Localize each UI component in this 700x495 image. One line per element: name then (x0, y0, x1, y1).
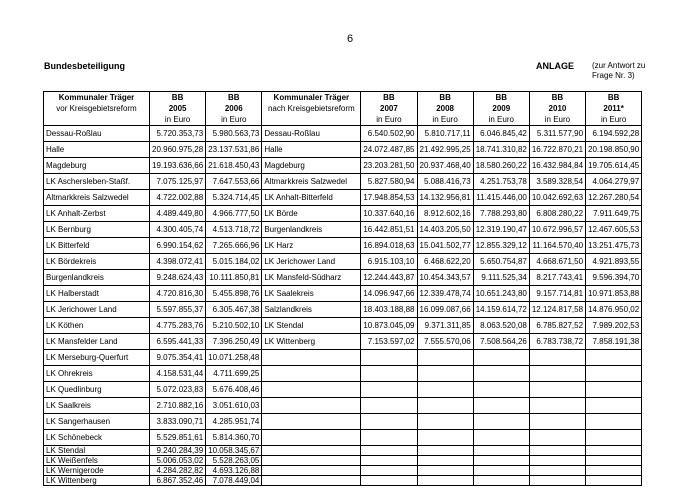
cell-2006: 5.455.898,76 (206, 286, 262, 302)
cell-2010 (529, 414, 585, 430)
cell-2006: 5.980.563,73 (206, 126, 262, 142)
cell-2008: 21.492.995,25 (417, 142, 473, 158)
cell-2005: 6.867.352,46 (150, 476, 206, 486)
cell-2009 (473, 366, 529, 382)
cell-2011: 7.989.202,53 (586, 318, 642, 334)
cell-2005: 6.595.441,33 (150, 334, 206, 350)
cell-2006: 4.693.126,88 (206, 466, 262, 476)
cell-agency-new: LK Wittenberg (262, 334, 361, 350)
table-row (44, 222, 642, 238)
cell-2010 (529, 350, 585, 366)
col-header-bb-2009: BB (473, 92, 529, 104)
cell-2010 (529, 366, 585, 382)
cell-2009: 12.319.190,47 (473, 222, 529, 238)
cell-2007 (361, 366, 417, 382)
cell-2010: 4.668.671,50 (529, 254, 585, 270)
cell-2007 (361, 476, 417, 486)
col-header-year-2005: 2005 (150, 103, 206, 114)
cell-2011: 19.705.614,45 (586, 158, 642, 174)
cell-2009: 8.063.520,08 (473, 318, 529, 334)
cell-2010: 16.722.870,21 (529, 142, 585, 158)
cell-2009: 4.251.753,78 (473, 174, 529, 190)
col-header-bb-2007: BB (361, 92, 417, 104)
cell-agency-new: LK Mansfeld-Südharz (262, 270, 361, 286)
cell-2005: 4.284.282,82 (150, 466, 206, 476)
cell-2010 (529, 382, 585, 398)
cell-2006: 4.966.777,50 (206, 206, 262, 222)
cell-2007: 18.403.188,88 (361, 302, 417, 318)
cell-2007: 24.072.487,85 (361, 142, 417, 158)
cell-agency-old: LK Aschersleben-Staßf. (44, 174, 150, 190)
cell-2006: 5.210.502,10 (206, 318, 262, 334)
cell-agency-old: LK Merseburg-Querfurt (44, 350, 150, 366)
cell-agency-new: Altmarkkreis Salzwedel (262, 174, 361, 190)
cell-2005: 4.158.531,44 (150, 366, 206, 382)
cell-2010 (529, 446, 585, 456)
cell-2011 (586, 414, 642, 430)
cell-2011 (586, 350, 642, 366)
cell-2005: 4.775.283,76 (150, 318, 206, 334)
cell-2008 (417, 398, 473, 414)
table-row (44, 414, 642, 430)
cell-agency-new: LK Anhalt-Bitterfeld (262, 190, 361, 206)
cell-2007: 12.244.443,87 (361, 270, 417, 286)
cell-2009: 14.159.614,72 (473, 302, 529, 318)
header-row-label (44, 92, 642, 104)
cell-2008 (417, 366, 473, 382)
cell-2011: 13.251.475,73 (586, 238, 642, 254)
cell-2006: 4.285.951,74 (206, 414, 262, 430)
cell-agency-new: LK Stendal (262, 318, 361, 334)
table-row (44, 174, 642, 190)
cell-agency-old: LK Stendal (44, 446, 150, 456)
table-row (44, 190, 642, 206)
cell-2005: 9.248.624,43 (150, 270, 206, 286)
table-row (44, 286, 642, 302)
cell-2009: 9.111.525,34 (473, 270, 529, 286)
cell-2011: 12.467.605,53 (586, 222, 642, 238)
cell-agency-new (262, 446, 361, 456)
page-number: 6 (346, 33, 354, 45)
cell-2008: 7.555.570,06 (417, 334, 473, 350)
cell-2010: 10.672.996,57 (529, 222, 585, 238)
col-header-currency-2006: in Euro (206, 114, 262, 126)
cell-agency-new (262, 430, 361, 446)
cell-2007: 16.442.851,51 (361, 222, 417, 238)
cell-2006: 10.071.258,48 (206, 350, 262, 366)
cell-agency-old: Dessau-Roßlau (44, 126, 150, 142)
col-header-bb-2008: BB (417, 92, 473, 104)
cell-2008: 20.937.468,40 (417, 158, 473, 174)
cell-agency-old: LK Weißenfels (44, 456, 150, 466)
col-header-agency-old: Kommunaler Träger (44, 92, 150, 104)
cell-2006: 21.618.450,43 (206, 158, 262, 174)
cell-agency-new: LK Jerichower Land (262, 254, 361, 270)
cell-2009 (473, 476, 529, 486)
cell-2005: 4.300.405,74 (150, 222, 206, 238)
cell-agency-old: LK Anhalt-Zerbst (44, 206, 150, 222)
col-header-year-2006: 2006 (206, 103, 262, 114)
cell-2008: 8.912.602,16 (417, 206, 473, 222)
cell-2008 (417, 382, 473, 398)
cell-agency-old: LK Bördekreis (44, 254, 150, 270)
cell-2009 (473, 414, 529, 430)
cell-2006: 4.513.718,72 (206, 222, 262, 238)
cell-2009: 10.651.243,80 (473, 286, 529, 302)
table-row (44, 142, 642, 158)
header-row-year (44, 103, 642, 114)
cell-2007 (361, 430, 417, 446)
table-row (44, 126, 642, 142)
col-header-agency-new: Kommunaler Träger (262, 92, 361, 104)
cell-2007: 16.894.018,63 (361, 238, 417, 254)
table-body (44, 126, 642, 486)
cell-agency-old: LK Wittenberg (44, 476, 150, 486)
table-row (44, 254, 642, 270)
table-row (44, 382, 642, 398)
cell-agency-new (262, 350, 361, 366)
cell-2005: 2.710.882,16 (150, 398, 206, 414)
col-header-currency-2011: in Euro (586, 114, 642, 126)
col-header-blank-new (262, 114, 361, 126)
cell-2010 (529, 398, 585, 414)
cell-2005: 9.075.354,41 (150, 350, 206, 366)
cell-2011: 10.971.853,88 (586, 286, 642, 302)
cell-2009 (473, 446, 529, 456)
cell-2007 (361, 398, 417, 414)
cell-2010: 16.432.984,84 (529, 158, 585, 174)
cell-2006: 7.396.250,49 (206, 334, 262, 350)
cell-2009 (473, 350, 529, 366)
cell-2007 (361, 466, 417, 476)
cell-2010: 8.217.743,41 (529, 270, 585, 286)
cell-agency-old: LK Jerichower Land (44, 302, 150, 318)
col-header-year-2008: 2008 (417, 103, 473, 114)
table-row (44, 206, 642, 222)
col-header-blank-old (44, 114, 150, 126)
cell-2005: 7.075.125,97 (150, 174, 206, 190)
cell-2008: 5.088.416,73 (417, 174, 473, 190)
cell-2006: 5.324.714,45 (206, 190, 262, 206)
cell-2005: 4.489.449,80 (150, 206, 206, 222)
cell-2006: 7.078.449,04 (206, 476, 262, 486)
cell-2005: 5.597.855,37 (150, 302, 206, 318)
cell-2011: 7.911.649,75 (586, 206, 642, 222)
col-header-year-2009: 2009 (473, 103, 529, 114)
table-row (44, 398, 642, 414)
cell-2011: 12.267.280,54 (586, 190, 642, 206)
cell-agency-old: Halle (44, 142, 150, 158)
cell-2010 (529, 466, 585, 476)
cell-agency-new: Magdeburg (262, 158, 361, 174)
cell-agency-old: Magdeburg (44, 158, 150, 174)
table-row (44, 318, 642, 334)
cell-2010 (529, 476, 585, 486)
cell-2006: 7.265.666,96 (206, 238, 262, 254)
cell-agency-old: LK Saalkreis (44, 398, 150, 414)
cell-2009: 12.855.329,12 (473, 238, 529, 254)
annex-note: (zur Antwort zu Frage Nr. 3) (592, 61, 646, 80)
cell-2006: 6.305.467,38 (206, 302, 262, 318)
cell-2006: 3.051.610,03 (206, 398, 262, 414)
cell-2010 (529, 456, 585, 466)
table-row (44, 476, 642, 486)
col-header-year-2007: 2007 (361, 103, 417, 114)
col-header-before-reform: vor Kreisgebietsreform (44, 103, 150, 114)
cell-2006: 5.015.184,02 (206, 254, 262, 270)
col-header-currency-2005: in Euro (150, 114, 206, 126)
cell-2005: 9.240.284,39 (150, 446, 206, 456)
cell-2009 (473, 398, 529, 414)
cell-agency-new (262, 476, 361, 486)
col-header-currency-2007: in Euro (361, 114, 417, 126)
table-row (44, 350, 642, 366)
cell-2010: 6.808.280,22 (529, 206, 585, 222)
table-row (44, 270, 642, 286)
cell-agency-old: Altmarkkreis Salzwedel (44, 190, 150, 206)
cell-2010: 11.164.570,40 (529, 238, 585, 254)
cell-2007: 17.948.854,53 (361, 190, 417, 206)
cell-2011: 4.064.279,97 (586, 174, 642, 190)
cell-2011 (586, 466, 642, 476)
cell-2006: 10.111.850,81 (206, 270, 262, 286)
cell-agency-old: LK Wernigerode (44, 466, 150, 476)
table-row (44, 334, 642, 350)
cell-2008 (417, 350, 473, 366)
cell-2009 (473, 466, 529, 476)
cell-2010 (529, 430, 585, 446)
cell-2011: 14.876.950,02 (586, 302, 642, 318)
cell-agency-new (262, 456, 361, 466)
cell-agency-new: LK Börde (262, 206, 361, 222)
cell-2005: 3.833.090,71 (150, 414, 206, 430)
cell-2008: 10.454.343,57 (417, 270, 473, 286)
cell-2009: 7.788.293,80 (473, 206, 529, 222)
cell-2010: 12.124.817,58 (529, 302, 585, 318)
cell-2008: 16.099.087,66 (417, 302, 473, 318)
cell-2011 (586, 366, 642, 382)
cell-2007 (361, 446, 417, 456)
cell-2008: 12.339.478,74 (417, 286, 473, 302)
cell-2005: 5.072.023,83 (150, 382, 206, 398)
cell-2006: 5.528.263,05 (206, 456, 262, 466)
federal-share-table (43, 91, 642, 486)
cell-2007: 6.915.103,10 (361, 254, 417, 270)
cell-2008: 15.041.502,77 (417, 238, 473, 254)
cell-agency-new: Burgenlandkreis (262, 222, 361, 238)
col-header-bb-2011: BB (586, 92, 642, 104)
table-row (44, 302, 642, 318)
table-row (44, 430, 642, 446)
cell-2011: 4.921.893,55 (586, 254, 642, 270)
cell-agency-old: LK Halberstadt (44, 286, 150, 302)
cell-2008 (417, 456, 473, 466)
cell-agency-new: LK Saalekreis (262, 286, 361, 302)
cell-2005: 5.720.353,73 (150, 126, 206, 142)
cell-2008 (417, 430, 473, 446)
cell-2005: 6.990.154,62 (150, 238, 206, 254)
cell-2005: 5.529.851,61 (150, 430, 206, 446)
cell-agency-old: LK Ohrekreis (44, 366, 150, 382)
cell-agency-old: LK Bernburg (44, 222, 150, 238)
cell-2009: 18.580.260,22 (473, 158, 529, 174)
cell-agency-old: LK Sangerhausen (44, 414, 150, 430)
cell-2011 (586, 446, 642, 456)
cell-agency-old: LK Mansfelder Land (44, 334, 150, 350)
cell-2010: 10.042.692,63 (529, 190, 585, 206)
cell-2008 (417, 476, 473, 486)
cell-2005: 5.006.053,02 (150, 456, 206, 466)
col-header-bb-2006: BB (206, 92, 262, 104)
cell-2006: 23.137.531,86 (206, 142, 262, 158)
table-row (44, 466, 642, 476)
document-title: Bundesbeteiligung (44, 61, 125, 71)
table-row (44, 446, 642, 456)
cell-2011: 6.194.592,28 (586, 126, 642, 142)
cell-2007: 5.827.580,94 (361, 174, 417, 190)
cell-2007: 14.096.947,66 (361, 286, 417, 302)
cell-2008 (417, 446, 473, 456)
cell-2008: 14.132.956,81 (417, 190, 473, 206)
cell-2011 (586, 476, 642, 486)
cell-agency-old: LK Schönebeck (44, 430, 150, 446)
cell-2005: 4.722.002,88 (150, 190, 206, 206)
cell-2010: 5.311.577,90 (529, 126, 585, 142)
cell-agency-old: LK Quedlinburg (44, 382, 150, 398)
cell-agency-new (262, 466, 361, 476)
annex-label: ANLAGE (536, 61, 574, 71)
cell-2005: 4.720.816,30 (150, 286, 206, 302)
cell-2011: 9.596.394,70 (586, 270, 642, 286)
cell-agency-new: Dessau-Roßlau (262, 126, 361, 142)
table-row (44, 238, 642, 254)
cell-2008 (417, 466, 473, 476)
table-row (44, 366, 642, 382)
cell-2009 (473, 456, 529, 466)
cell-agency-old: LK Bitterfeld (44, 238, 150, 254)
table-row (44, 158, 642, 174)
cell-2011 (586, 456, 642, 466)
cell-2008: 14.403.205,50 (417, 222, 473, 238)
cell-2011: 7.858.191,38 (586, 334, 642, 350)
cell-2007: 23.203.281,50 (361, 158, 417, 174)
cell-2011 (586, 430, 642, 446)
col-header-after-reform: nach Kreisgebietsreform (262, 103, 361, 114)
cell-2007 (361, 414, 417, 430)
cell-2008: 5.810.717,11 (417, 126, 473, 142)
cell-2010: 6.783.738,72 (529, 334, 585, 350)
cell-2010: 6.785.827,52 (529, 318, 585, 334)
cell-2009 (473, 382, 529, 398)
cell-2007 (361, 382, 417, 398)
cell-2006: 10.058.345,67 (206, 446, 262, 456)
col-header-currency-2009: in Euro (473, 114, 529, 126)
cell-agency-new: LK Harz (262, 238, 361, 254)
cell-2007: 10.873.045,09 (361, 318, 417, 334)
cell-agency-new (262, 366, 361, 382)
col-header-currency-2008: in Euro (417, 114, 473, 126)
cell-2008: 9.371.311,85 (417, 318, 473, 334)
cell-2007 (361, 350, 417, 366)
cell-2007 (361, 456, 417, 466)
cell-2009: 7.508.564,26 (473, 334, 529, 350)
cell-agency-new (262, 382, 361, 398)
cell-2006: 5.814.360,70 (206, 430, 262, 446)
cell-2005: 20.960.975,28 (150, 142, 206, 158)
col-header-bb-2005: BB (150, 92, 206, 104)
cell-2007: 7.153.597,02 (361, 334, 417, 350)
cell-2006: 4.711.699,25 (206, 366, 262, 382)
cell-2011 (586, 398, 642, 414)
cell-2009: 11.415.446,00 (473, 190, 529, 206)
cell-2009: 5.650.754,87 (473, 254, 529, 270)
cell-2011 (586, 382, 642, 398)
col-header-currency-2010: in Euro (529, 114, 585, 126)
cell-agency-new (262, 414, 361, 430)
col-header-year-2010: 2010 (529, 103, 585, 114)
cell-2011: 20.198.850,90 (586, 142, 642, 158)
cell-2007: 10.337.640,16 (361, 206, 417, 222)
cell-2009: 6.046.845,42 (473, 126, 529, 142)
cell-agency-old: LK Köthen (44, 318, 150, 334)
cell-2009 (473, 430, 529, 446)
cell-2005: 19.193.636,66 (150, 158, 206, 174)
cell-2005: 4.398.072,41 (150, 254, 206, 270)
cell-2008 (417, 414, 473, 430)
cell-2007: 6.540.502,90 (361, 126, 417, 142)
cell-2006: 5.676.408,46 (206, 382, 262, 398)
header-row-currency (44, 114, 642, 126)
cell-2009: 18.741.310,82 (473, 142, 529, 158)
cell-2006: 7.647.553,66 (206, 174, 262, 190)
col-header-year-2011: 2011* (586, 103, 642, 114)
cell-2010: 3.589.328,54 (529, 174, 585, 190)
cell-2008: 6.468.622,20 (417, 254, 473, 270)
table-row (44, 456, 642, 466)
cell-agency-new (262, 398, 361, 414)
col-header-bb-2010: BB (529, 92, 585, 104)
cell-agency-old: Burgenlandkreis (44, 270, 150, 286)
cell-2010: 9.157.714,81 (529, 286, 585, 302)
cell-agency-new: Salzlandkreis (262, 302, 361, 318)
cell-agency-new: Halle (262, 142, 361, 158)
